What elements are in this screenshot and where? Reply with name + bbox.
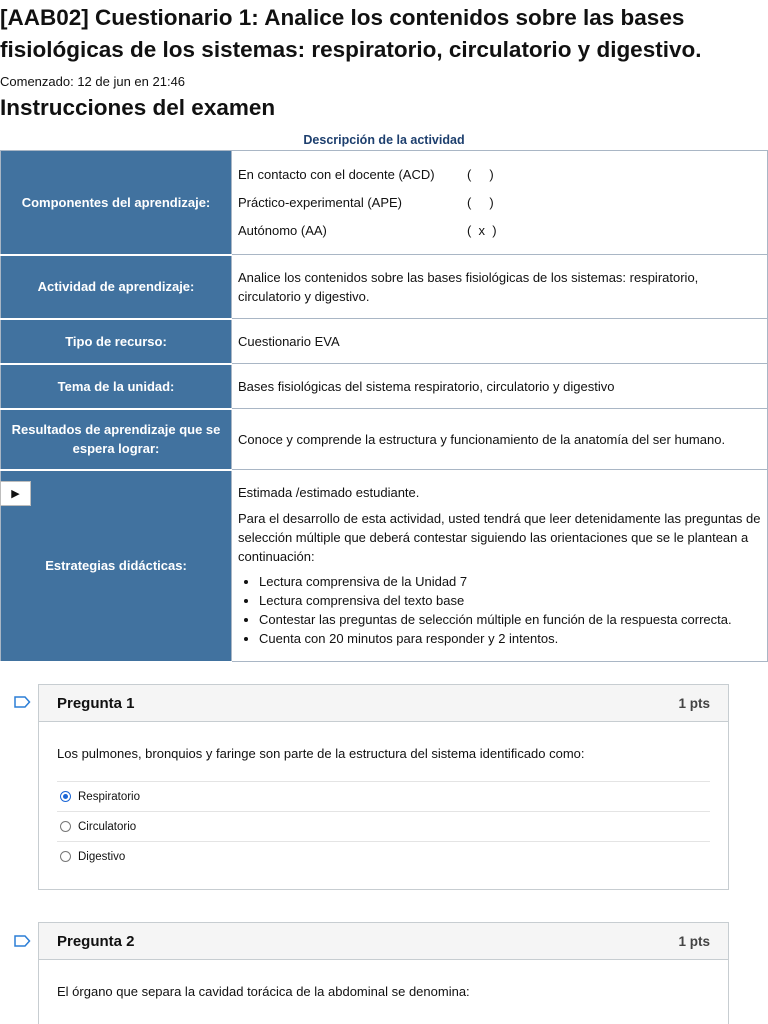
radio-unselected[interactable]: [60, 851, 71, 862]
question-header: [39, 923, 728, 960]
strategies-paragraph: Para el desarrollo de esta actividad, usted tendrá que leer detenidamente las preguntas de selección múltiple que deberá contestar siguiendo las orientaciones que se le plantean a continuación:: [238, 511, 761, 564]
question-text: Los pulmones, bronquios y faringe son parte de la estructura del sistema identificado como:: [57, 746, 585, 761]
question-points: 1 pts: [678, 695, 710, 711]
activity-description-table: [0, 150, 768, 663]
question-card: [38, 684, 729, 890]
radio-unselected[interactable]: [60, 821, 71, 832]
question-header: [39, 685, 728, 722]
play-button[interactable]: ▶: [0, 481, 31, 506]
list-item: • Contestar las preguntas de selección múltiple en función de la respuesta correcta.: [259, 610, 761, 629]
components-cell: [232, 151, 768, 255]
instructions-heading: Instrucciones del examen: [0, 95, 276, 120]
component-mark: ( ): [467, 195, 494, 210]
outcomes-label: Resultados de aprendizaje que se espera lograr:: [1, 409, 232, 470]
answer-option[interactable]: [57, 781, 710, 811]
learning-activity-label: Actividad de aprendizaje:: [1, 255, 232, 319]
unit-topic-value: Bases fisiológicas del sistema respiratorio, circulatorio y digestivo: [232, 364, 768, 409]
component-row: [238, 189, 761, 217]
radio-selected[interactable]: [60, 791, 71, 802]
unit-topic-label: Tema de la unidad:: [1, 364, 232, 409]
list-item: • Lectura comprensiva de la Unidad 7: [259, 572, 761, 591]
learning-activity-value: Analice los contenidos sobre las bases fisiológicas de los sistemas: respiratorio, circulatorio y digestivo.: [232, 255, 768, 319]
flag-question-icon[interactable]: [14, 696, 31, 708]
question-points: 1 pts: [678, 933, 710, 949]
activity-description-caption: Descripción de la actividad: [303, 133, 465, 147]
strategies-greeting: Estimada /estimado estudiante.: [238, 485, 420, 500]
component-mark: ( ): [467, 167, 494, 182]
answer-label: Circulatorio: [78, 820, 137, 833]
component-row: [238, 217, 761, 245]
answer-option[interactable]: [57, 841, 710, 871]
outcomes-value: Conoce y comprende la estructura y funcionamiento de la anatomía del ser humano.: [232, 409, 768, 470]
component-name: Autónomo (AA): [238, 223, 327, 238]
strategies-label: Estrategias didácticas:: [1, 470, 232, 662]
component-row: [238, 161, 761, 189]
question-title: Pregunta 2: [57, 932, 135, 950]
list-item: • Lectura comprensiva del texto base: [259, 591, 761, 610]
answer-list: [57, 781, 710, 871]
resource-type-value: Cuestionario EVA: [232, 319, 768, 364]
components-label: Componentes del aprendizaje:: [1, 151, 232, 255]
question-title: Pregunta 1: [57, 694, 135, 712]
question-card: [38, 922, 729, 1024]
answer-label: Digestivo: [78, 850, 126, 863]
component-name: Práctico-experimental (APE): [238, 195, 402, 210]
quiz-title: [AAB02] Cuestionario 1: Analice los contenidos sobre las bases fisiológicas de los sistemas: respiratorio, circulatorio y digestivo.: [0, 5, 702, 62]
resource-type-label: Tipo de recurso:: [1, 319, 232, 364]
started-timestamp: Comenzado: 12 de jun en 21:46: [0, 74, 186, 89]
question-text: El órgano que separa la cavidad torácica de la abdominal se denomina:: [57, 984, 470, 999]
component-name: En contacto con el docente (ACD): [238, 167, 435, 182]
flag-question-icon[interactable]: [14, 935, 31, 947]
answer-label: Respiratorio: [78, 790, 140, 803]
answer-option[interactable]: [57, 811, 710, 841]
strategies-list: [259, 572, 761, 648]
list-item: • Cuenta con 20 minutos para responder y 2 intentos.: [259, 629, 761, 648]
strategies-cell: [232, 470, 768, 662]
component-mark: ( x ): [467, 223, 497, 238]
